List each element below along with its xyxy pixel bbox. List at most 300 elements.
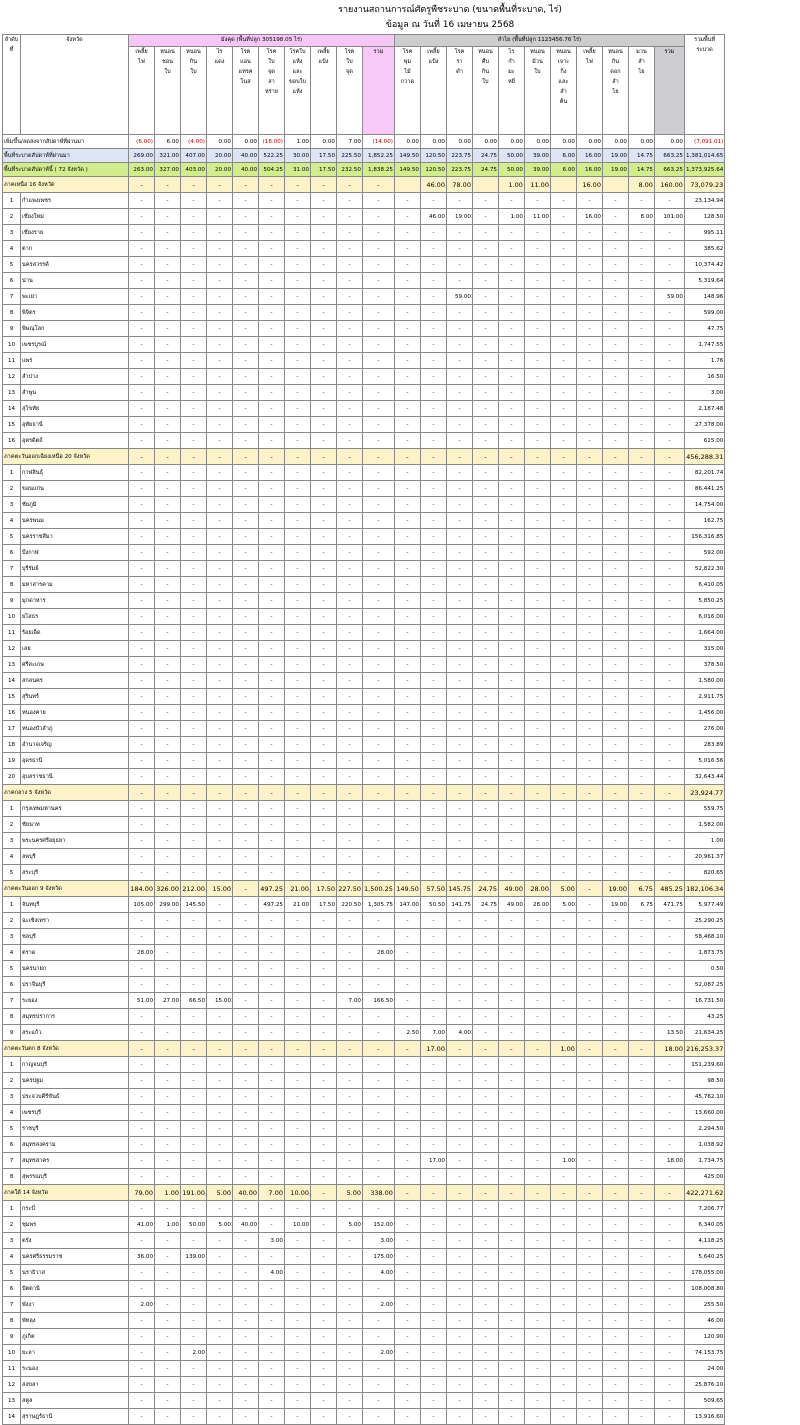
province-cell: - xyxy=(129,481,155,497)
province-cell: - xyxy=(207,657,233,673)
region-cell: - xyxy=(233,449,259,465)
province-cell: - xyxy=(155,833,181,849)
province-cell: - xyxy=(446,657,472,673)
province-row xyxy=(3,817,725,833)
province-cell: 497.25 xyxy=(259,897,285,913)
province-cell: - xyxy=(498,321,524,337)
province-row xyxy=(3,1121,725,1137)
province-cell: - xyxy=(498,769,524,785)
province-cell: - xyxy=(524,289,550,305)
province-cell: - xyxy=(524,1313,550,1329)
province-cell: - xyxy=(207,497,233,513)
mangosteen-cell: 6.00 xyxy=(155,135,181,149)
province-no: 8 xyxy=(3,1313,21,1329)
province-cell: - xyxy=(420,369,446,385)
province-cell: - xyxy=(363,305,395,321)
province-cell: - xyxy=(259,305,285,321)
province-cell: - xyxy=(472,209,498,225)
region-row xyxy=(3,1185,725,1201)
province-cell: - xyxy=(181,1137,207,1153)
province-cell: 8.00 xyxy=(628,209,654,225)
province-cell: - xyxy=(394,1297,420,1313)
province-cell: 2.00 xyxy=(181,1345,207,1361)
province-cell: - xyxy=(498,1057,524,1073)
province-cell: - xyxy=(155,433,181,449)
province-cell: - xyxy=(498,1361,524,1377)
province-cell: - xyxy=(628,609,654,625)
province-cell: - xyxy=(628,929,654,945)
province-cell: - xyxy=(311,1233,337,1249)
province-name: สุราษฎร์ธานี xyxy=(21,1409,129,1425)
province-cell: - xyxy=(394,1121,420,1137)
province-cell: - xyxy=(420,913,446,929)
province-cell: - xyxy=(181,1025,207,1041)
province-cell: - xyxy=(181,545,207,561)
province-cell: - xyxy=(576,1057,602,1073)
province-no: 4 xyxy=(3,513,21,529)
province-name: สมุทรสงคราม xyxy=(21,1137,129,1153)
province-name: ราชบุรี xyxy=(21,1121,129,1137)
province-cell: - xyxy=(602,465,628,481)
province-cell: - xyxy=(285,641,311,657)
province-cell: - xyxy=(233,593,259,609)
province-name: สระบุรี xyxy=(21,865,129,881)
province-cell: - xyxy=(550,1025,576,1041)
province-cell: - xyxy=(207,1249,233,1265)
province-cell: - xyxy=(498,609,524,625)
province-cell: - xyxy=(259,1281,285,1297)
province-cell: - xyxy=(498,849,524,865)
province-cell: - xyxy=(129,1057,155,1073)
province-cell: - xyxy=(420,769,446,785)
region-cell: 149.50 xyxy=(394,881,420,897)
province-cell: - xyxy=(472,865,498,881)
province-row xyxy=(3,849,725,865)
province-cell: - xyxy=(472,497,498,513)
province-cell: - xyxy=(524,417,550,433)
province-cell: - xyxy=(233,1025,259,1041)
province-cell: - xyxy=(337,1009,363,1025)
province-name: ประจวบคีรีขันธ์ xyxy=(21,1089,129,1105)
province-cell: - xyxy=(446,529,472,545)
province-cell: - xyxy=(181,625,207,641)
province-cell: - xyxy=(233,1249,259,1265)
province-cell: 50.00 xyxy=(181,1217,207,1233)
province-cell: - xyxy=(155,657,181,673)
longan-cell: 0.00 xyxy=(446,135,472,149)
province-no: 5 xyxy=(3,257,21,273)
region-total: 216,253.37 xyxy=(684,1041,724,1057)
province-cell: - xyxy=(181,193,207,209)
province-cell: - xyxy=(233,849,259,865)
province-cell: - xyxy=(207,1313,233,1329)
province-cell: - xyxy=(654,689,684,705)
header-mangosteen: มังคุด (พื้นที่ปลูก 305198.05 ไร่) xyxy=(129,35,395,47)
province-row xyxy=(3,769,725,785)
region-cell: 485.25 xyxy=(654,881,684,897)
region-cell: - xyxy=(337,785,363,801)
province-cell: - xyxy=(524,561,550,577)
province-cell: - xyxy=(363,961,395,977)
province-cell: - xyxy=(394,1393,420,1409)
province-cell: - xyxy=(602,385,628,401)
province-cell: - xyxy=(498,401,524,417)
province-cell: - xyxy=(233,225,259,241)
province-name: กาญจนบุรี xyxy=(21,1057,129,1073)
province-cell: 10.00 xyxy=(285,1217,311,1233)
province-total: 178,055.00 xyxy=(684,1265,724,1281)
region-cell: - xyxy=(524,1041,550,1057)
province-cell: - xyxy=(155,1073,181,1089)
province-cell: - xyxy=(576,1201,602,1217)
province-row xyxy=(3,1345,725,1361)
province-cell: - xyxy=(233,1265,259,1281)
province-cell: 1.00 xyxy=(498,209,524,225)
province-cell: - xyxy=(550,273,576,289)
province-cell: - xyxy=(337,817,363,833)
region-cell: - xyxy=(311,785,337,801)
province-cell: - xyxy=(472,817,498,833)
province-cell: - xyxy=(420,609,446,625)
province-cell: - xyxy=(129,1201,155,1217)
province-cell: - xyxy=(550,1217,576,1233)
province-total: 27,378.00 xyxy=(684,417,724,433)
province-cell: - xyxy=(472,673,498,689)
province-cell: - xyxy=(576,1217,602,1233)
province-total: 162.75 xyxy=(684,513,724,529)
province-cell: - xyxy=(207,1409,233,1425)
province-cell: - xyxy=(628,1297,654,1313)
province-cell: - xyxy=(524,545,550,561)
province-total: 13,660.00 xyxy=(684,1105,724,1121)
region-cell: - xyxy=(576,449,602,465)
province-cell: - xyxy=(259,689,285,705)
province-row xyxy=(3,657,725,673)
region-cell: 79.00 xyxy=(129,1185,155,1201)
longan-col-header: เพลี้ย แป้ง xyxy=(420,47,446,135)
province-cell: - xyxy=(602,865,628,881)
longan-cell: 149.50 xyxy=(394,149,420,163)
province-cell: - xyxy=(285,625,311,641)
province-no: 8 xyxy=(3,1169,21,1185)
province-cell: - xyxy=(420,353,446,369)
province-cell: - xyxy=(311,929,337,945)
province-cell: - xyxy=(446,721,472,737)
province-cell: - xyxy=(337,193,363,209)
province-cell: - xyxy=(181,433,207,449)
mangosteen-col-header: โรค แอน แทรค โนส xyxy=(233,47,259,135)
province-cell: - xyxy=(420,433,446,449)
province-cell: - xyxy=(155,737,181,753)
province-cell: - xyxy=(628,1153,654,1169)
province-cell: - xyxy=(654,353,684,369)
province-cell: - xyxy=(155,209,181,225)
province-cell: - xyxy=(233,1137,259,1153)
province-cell: - xyxy=(602,353,628,369)
province-total: 5,016.56 xyxy=(684,753,724,769)
province-cell: - xyxy=(155,481,181,497)
province-cell: - xyxy=(207,1089,233,1105)
region-cell: - xyxy=(498,1185,524,1201)
province-name: บึงกาฬ xyxy=(21,545,129,561)
region-cell: - xyxy=(259,1041,285,1057)
province-no: 7 xyxy=(3,1297,21,1313)
province-cell: - xyxy=(155,257,181,273)
province-cell: - xyxy=(498,1377,524,1393)
province-cell: 21.00 xyxy=(285,897,311,913)
province-cell: - xyxy=(394,945,420,961)
province-cell: - xyxy=(155,1329,181,1345)
province-cell: - xyxy=(550,865,576,881)
province-cell: - xyxy=(337,961,363,977)
province-cell: - xyxy=(394,417,420,433)
province-cell: - xyxy=(363,1073,395,1089)
province-no: 6 xyxy=(3,1137,21,1153)
province-cell: - xyxy=(420,1009,446,1025)
province-cell: - xyxy=(233,481,259,497)
mangosteen-cell: 40.00 xyxy=(233,149,259,163)
province-cell: - xyxy=(420,737,446,753)
longan-cell: 39.00 xyxy=(524,163,550,177)
region-row xyxy=(3,449,725,465)
province-cell: - xyxy=(550,545,576,561)
province-row xyxy=(3,465,725,481)
province-cell: - xyxy=(654,257,684,273)
province-cell: - xyxy=(285,481,311,497)
province-row xyxy=(3,257,725,273)
province-cell: - xyxy=(498,193,524,209)
mangosteen-cell: (14.00) xyxy=(363,135,395,149)
province-total: 385.62 xyxy=(684,241,724,257)
province-cell: - xyxy=(472,721,498,737)
province-cell: - xyxy=(181,705,207,721)
province-cell: - xyxy=(394,1201,420,1217)
province-cell: - xyxy=(311,225,337,241)
province-cell: - xyxy=(311,849,337,865)
province-cell: - xyxy=(524,369,550,385)
province-cell: - xyxy=(524,1057,550,1073)
province-row xyxy=(3,1393,725,1409)
province-cell: - xyxy=(285,961,311,977)
province-cell: - xyxy=(576,385,602,401)
province-cell: - xyxy=(363,1409,395,1425)
province-cell: - xyxy=(155,945,181,961)
province-cell: - xyxy=(654,865,684,881)
province-cell: - xyxy=(654,1089,684,1105)
region-cell: - xyxy=(446,1041,472,1057)
region-cell: - xyxy=(394,1185,420,1201)
province-cell: - xyxy=(498,1201,524,1217)
province-cell: - xyxy=(259,577,285,593)
province-cell: - xyxy=(285,705,311,721)
province-cell: - xyxy=(207,241,233,257)
province-name: ระนอง xyxy=(21,1361,129,1377)
province-cell: - xyxy=(550,193,576,209)
province-cell: - xyxy=(654,1105,684,1121)
province-cell: - xyxy=(498,257,524,273)
province-cell: - xyxy=(524,1201,550,1217)
province-cell: - xyxy=(550,945,576,961)
province-cell: - xyxy=(524,193,550,209)
province-cell: - xyxy=(363,929,395,945)
longan-cell: 16.00 xyxy=(576,163,602,177)
province-cell: - xyxy=(472,273,498,289)
province-cell: - xyxy=(207,977,233,993)
province-row xyxy=(3,977,725,993)
province-cell: - xyxy=(498,593,524,609)
province-cell: - xyxy=(155,1361,181,1377)
province-cell: - xyxy=(628,1137,654,1153)
province-cell: - xyxy=(363,481,395,497)
province-cell: - xyxy=(285,737,311,753)
province-cell: - xyxy=(524,689,550,705)
header-group-row xyxy=(3,35,725,47)
province-cell: - xyxy=(129,1169,155,1185)
province-name: นครศรีธรรมราช xyxy=(21,1249,129,1265)
province-cell: - xyxy=(576,1105,602,1121)
province-cell: - xyxy=(550,289,576,305)
province-cell: - xyxy=(311,1249,337,1265)
province-cell: - xyxy=(129,1153,155,1169)
province-cell: - xyxy=(207,305,233,321)
province-cell: - xyxy=(654,849,684,865)
province-cell: - xyxy=(446,1281,472,1297)
province-cell: - xyxy=(420,1345,446,1361)
province-cell: - xyxy=(550,1281,576,1297)
province-cell: - xyxy=(207,1105,233,1121)
province-cell: - xyxy=(181,305,207,321)
province-cell: - xyxy=(155,1153,181,1169)
province-cell: - xyxy=(129,769,155,785)
province-cell: - xyxy=(285,385,311,401)
province-cell: - xyxy=(311,641,337,657)
province-cell: - xyxy=(181,609,207,625)
province-cell: - xyxy=(446,833,472,849)
province-cell: - xyxy=(498,977,524,993)
province-cell: - xyxy=(259,1361,285,1377)
province-cell: - xyxy=(446,593,472,609)
province-cell: - xyxy=(394,977,420,993)
province-cell: - xyxy=(129,529,155,545)
province-cell: - xyxy=(550,673,576,689)
province-cell: - xyxy=(207,1169,233,1185)
province-cell: - xyxy=(576,1297,602,1313)
province-cell: - xyxy=(259,1105,285,1121)
province-cell: - xyxy=(602,1313,628,1329)
province-cell: - xyxy=(602,369,628,385)
province-cell: - xyxy=(524,385,550,401)
region-cell: - xyxy=(472,449,498,465)
mangosteen-cell: 403.00 xyxy=(181,163,207,177)
province-cell: - xyxy=(654,1409,684,1425)
total-cell: 1,373,925.64 xyxy=(684,163,724,177)
province-cell: - xyxy=(129,321,155,337)
province-cell: - xyxy=(155,337,181,353)
province-cell: - xyxy=(602,737,628,753)
province-cell: - xyxy=(311,497,337,513)
province-cell: - xyxy=(285,609,311,625)
province-cell: - xyxy=(446,1057,472,1073)
province-cell: - xyxy=(550,1137,576,1153)
province-cell: - xyxy=(524,577,550,593)
province-name: ภูเก็ต xyxy=(21,1329,129,1345)
province-no: 14 xyxy=(3,673,21,689)
province-cell: - xyxy=(602,1297,628,1313)
province-cell: - xyxy=(337,929,363,945)
region-cell: - xyxy=(602,785,628,801)
province-cell: - xyxy=(394,1361,420,1377)
mangosteen-cell: 0.00 xyxy=(233,135,259,149)
province-cell: - xyxy=(628,593,654,609)
province-cell: - xyxy=(207,961,233,977)
province-cell: - xyxy=(207,369,233,385)
province-cell: - xyxy=(446,337,472,353)
province-cell: - xyxy=(394,337,420,353)
province-cell: - xyxy=(181,929,207,945)
province-cell: - xyxy=(337,1073,363,1089)
province-cell: - xyxy=(420,753,446,769)
province-cell: - xyxy=(337,209,363,225)
province-cell: - xyxy=(285,353,311,369)
province-cell: - xyxy=(155,1089,181,1105)
longan-cell: 39.00 xyxy=(524,149,550,163)
province-cell: - xyxy=(446,801,472,817)
province-cell: - xyxy=(233,305,259,321)
mangosteen-col-header: โรค ใบ จุด สา หร่าย xyxy=(259,47,285,135)
province-cell: - xyxy=(524,945,550,961)
region-cell: 6.75 xyxy=(628,881,654,897)
province-cell: - xyxy=(337,1137,363,1153)
province-cell: - xyxy=(550,433,576,449)
province-cell: - xyxy=(233,1361,259,1377)
province-cell: - xyxy=(311,1361,337,1377)
province-cell: - xyxy=(285,545,311,561)
province-cell: - xyxy=(259,193,285,209)
province-cell: - xyxy=(233,1329,259,1345)
region-total: 73,079.23 xyxy=(684,177,724,193)
region-cell: - xyxy=(524,449,550,465)
longan-cell: 50.00 xyxy=(498,149,524,163)
province-row xyxy=(3,321,725,337)
province-cell: - xyxy=(498,1329,524,1345)
province-cell: - xyxy=(472,545,498,561)
province-cell: - xyxy=(233,625,259,641)
province-cell: - xyxy=(233,321,259,337)
province-cell: - xyxy=(311,1009,337,1025)
province-cell: - xyxy=(337,337,363,353)
province-cell: - xyxy=(233,1393,259,1409)
province-cell: - xyxy=(181,273,207,289)
province-cell: - xyxy=(233,529,259,545)
province-cell: - xyxy=(129,257,155,273)
province-cell: - xyxy=(524,657,550,673)
province-cell: - xyxy=(472,385,498,401)
province-cell: - xyxy=(550,465,576,481)
province-cell: - xyxy=(654,673,684,689)
province-cell: - xyxy=(654,1345,684,1361)
province-cell: - xyxy=(337,1249,363,1265)
province-cell: - xyxy=(628,737,654,753)
region-cell: - xyxy=(576,785,602,801)
region-cell xyxy=(394,177,420,193)
province-row xyxy=(3,961,725,977)
province-cell: - xyxy=(602,1153,628,1169)
province-cell: - xyxy=(446,577,472,593)
province-name: พัทลุง xyxy=(21,1313,129,1329)
region-name: ภาคตะวันออก 9 จังหวัด xyxy=(3,881,129,897)
province-cell: - xyxy=(498,241,524,257)
province-total: 10,374.42 xyxy=(684,257,724,273)
